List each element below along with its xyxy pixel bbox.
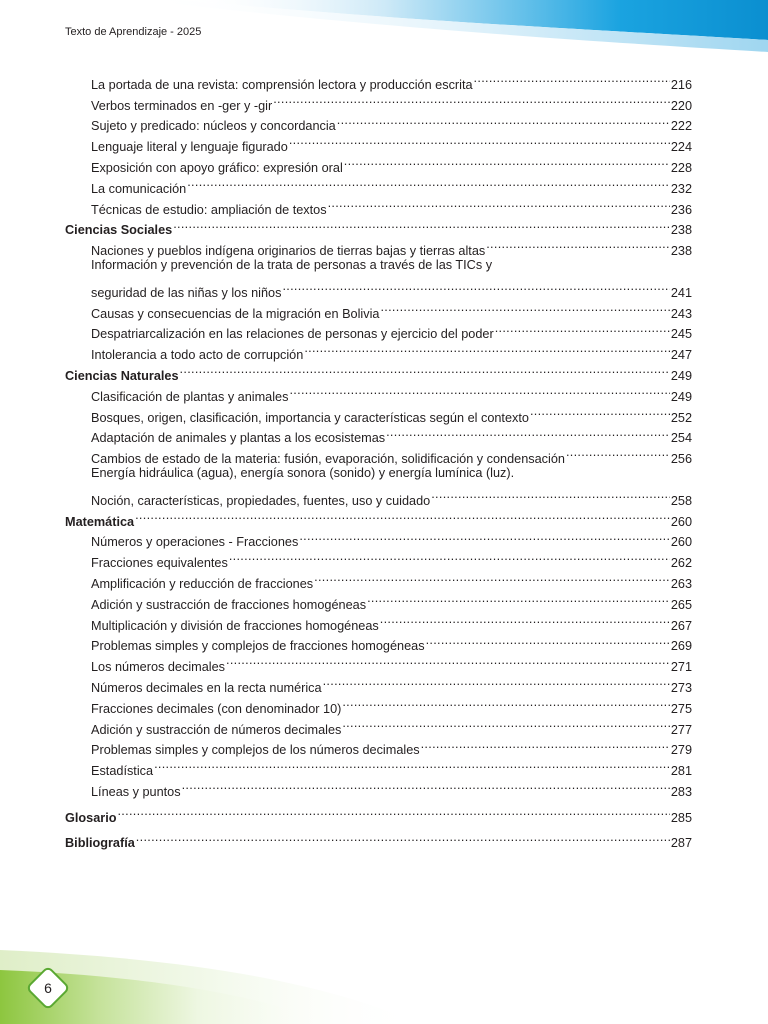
- toc-entry-title: Números decimales en la recta numérica: [91, 680, 322, 695]
- toc-entry-title: Matemática: [65, 514, 135, 529]
- toc-entry-title: Multiplicación y división de fracciones homogéneas: [91, 618, 379, 633]
- toc-entry-title: Líneas y puntos: [91, 784, 181, 799]
- toc-entry-title: Noción, características, propiedades, fuentes, uso y cuidado: [91, 493, 431, 508]
- dot-leader: [187, 172, 670, 193]
- toc-entry-title: Energía hidráulica (agua), energía sonora (sonido) y energía lumínica (luz).: [91, 466, 515, 481]
- toc-entry-page: 269: [670, 639, 692, 654]
- dot-leader: [289, 130, 670, 151]
- dot-leader: [154, 754, 670, 775]
- toc-entry-page: 258: [670, 493, 692, 508]
- toc-entry-page: 249: [670, 368, 692, 383]
- toc-entry-page: 271: [670, 660, 692, 675]
- toc-entry-page: 247: [670, 348, 692, 363]
- dot-leader: [342, 713, 669, 734]
- dot-leader: [386, 422, 670, 443]
- toc-entry: [65, 484, 692, 508]
- toc-entry-title: seguridad de las niñas y los niños: [91, 285, 282, 300]
- toc-entry-title: Causas y consecuencias de la migración en Bolivia: [91, 306, 380, 321]
- toc-entry-title: Estadística: [91, 764, 154, 779]
- dot-leader: [273, 89, 670, 110]
- dot-leader: [367, 588, 670, 609]
- toc-entry-title: Exposición con apoyo gráfico: expresión oral: [91, 160, 343, 175]
- toc-entry-title: Números y operaciones - Fracciones: [91, 535, 299, 550]
- toc-entry-title: Los números decimales: [91, 660, 225, 675]
- dot-leader: [136, 827, 670, 848]
- toc-entry-page: 285: [670, 810, 692, 825]
- toc-entry-page: 220: [670, 98, 692, 113]
- dot-leader: [380, 297, 669, 318]
- dot-leader: [474, 68, 670, 89]
- toc-entry-page: 222: [670, 119, 692, 134]
- toc-entry-title: Fracciones decimales (con denominador 10): [91, 701, 342, 716]
- toc-entry-title: Adaptación de animales y plantas a los ecosistemas: [91, 431, 386, 446]
- toc-entry: [65, 775, 692, 799]
- dot-leader: [180, 359, 670, 380]
- toc-entry: [65, 526, 692, 550]
- toc-entry-title: Verbos terminados en -ger y -gir: [91, 98, 273, 113]
- toc-entry-title: Fracciones equivalentes: [91, 556, 228, 571]
- toc-entry-page: 249: [670, 389, 692, 404]
- toc-entry: [65, 463, 692, 484]
- dot-leader: [328, 193, 670, 214]
- toc-entry: [65, 68, 692, 92]
- dot-leader: [304, 338, 670, 359]
- toc-entry-page: 256: [670, 452, 692, 467]
- toc-entry-title: La comunicación: [91, 181, 187, 196]
- dot-leader: [530, 401, 670, 422]
- toc-entry-page: 260: [670, 514, 692, 529]
- toc-entry-title: Naciones y pueblos indígena originarios de tierras bajas y tierras altas: [91, 244, 486, 259]
- toc-entry-page: 254: [670, 431, 692, 446]
- toc-entry-page: 281: [670, 764, 692, 779]
- toc-entry-title: Intolerancia a todo acto de corrupción: [91, 348, 304, 363]
- page-number: 6: [44, 980, 52, 996]
- dot-leader: [182, 775, 670, 796]
- toc-entry: [65, 754, 692, 779]
- toc-entry-title: Glosario: [65, 810, 117, 825]
- toc-entry-title: Bibliografía: [65, 836, 135, 851]
- toc-entry-page: 228: [670, 160, 692, 175]
- toc-entry-page: 275: [670, 701, 692, 716]
- dot-leader: [421, 734, 670, 755]
- toc-entry-page: 236: [670, 202, 692, 217]
- dot-leader: [566, 442, 670, 463]
- footer-decoration: [0, 940, 768, 1024]
- dot-leader: [344, 151, 670, 172]
- toc-entry-page: 279: [670, 743, 692, 758]
- dot-leader: [337, 110, 670, 131]
- toc-entry-page: 243: [670, 306, 692, 321]
- toc-entry-page: 277: [670, 722, 692, 737]
- toc-entry-page: 287: [670, 836, 692, 851]
- toc-entry-page: 265: [670, 597, 692, 612]
- toc-entry-title: Bosques, origen, clasificación, importancia y características según el contexto: [91, 410, 529, 425]
- toc-entry-page: 283: [670, 784, 692, 799]
- dot-leader: [323, 671, 670, 692]
- dot-leader: [282, 276, 669, 297]
- dot-leader: [299, 526, 670, 547]
- toc-entry-title: Información y prevención de la trata de personas a través de las TICs y: [91, 258, 493, 273]
- toc-entry-title: Lenguaje literal y lenguaje figurado: [91, 140, 288, 155]
- dot-leader: [173, 214, 670, 235]
- table-of-contents: [65, 68, 692, 851]
- dot-leader: [289, 380, 669, 401]
- toc-entry-title: Técnicas de estudio: ampliación de textos: [91, 202, 327, 217]
- toc-entry-title: Ciencias Sociales: [65, 223, 173, 238]
- toc-entry-title: Ciencias Naturales: [65, 368, 179, 383]
- dot-leader: [380, 609, 670, 630]
- dot-leader: [314, 567, 670, 588]
- toc-entry-page: 252: [670, 410, 692, 425]
- toc-entry-title: Adición y sustracción de números decimales: [91, 722, 342, 737]
- toc-entry-title: La portada de una revista: comprensión lectora y producción escrita: [91, 77, 473, 92]
- dot-leader: [135, 505, 670, 526]
- toc-entry: [65, 255, 692, 276]
- toc-entry-page: 241: [670, 285, 692, 300]
- toc-entry-title: Despatriarcalización en las relaciones de personas y ejercicio del poder: [91, 327, 494, 342]
- dot-leader: [426, 630, 670, 651]
- toc-entry-title: Cambios de estado de la materia: fusión, evaporación, solidificación y condensación: [91, 452, 565, 467]
- toc-entry-page: 216: [670, 77, 692, 92]
- dot-leader: [226, 650, 670, 671]
- header-title: Texto de Aprendizaje - 2025: [65, 26, 202, 38]
- toc-entry-page: 224: [670, 140, 692, 155]
- toc-entry-page: 260: [670, 535, 692, 550]
- toc-entry-title: Clasificación de plantas y animales: [91, 389, 289, 404]
- toc-entry-page: 245: [670, 327, 692, 342]
- toc-entry-page: 262: [670, 556, 692, 571]
- dot-leader: [117, 801, 669, 822]
- dot-leader: [486, 234, 670, 255]
- toc-entry-title: Sujeto y predicado: núcleos y concordancia: [91, 119, 336, 134]
- toc-entry-page: 263: [670, 576, 692, 591]
- toc-entry-title: Problemas simples y complejos de fracciones homogéneas: [91, 639, 425, 654]
- toc-entry-page: 273: [670, 680, 692, 695]
- dot-leader: [431, 484, 670, 505]
- toc-entry-title: Amplificación y reducción de fracciones: [91, 576, 314, 591]
- dot-leader: [495, 318, 670, 339]
- toc-entry-title: Adición y sustracción de fracciones homogéneas: [91, 597, 367, 612]
- toc-entry-page: 238: [670, 223, 692, 238]
- toc-entry-title: Problemas simples y complejos de los números decimales: [91, 743, 420, 758]
- dot-leader: [342, 692, 669, 713]
- toc-entry-page: 238: [670, 244, 692, 259]
- dot-leader: [229, 546, 670, 567]
- toc-entry: [65, 276, 692, 300]
- toc-section: [65, 801, 692, 825]
- toc-entry-page: 267: [670, 618, 692, 633]
- toc-entry-page: 232: [670, 181, 692, 196]
- toc-section: [65, 505, 692, 529]
- toc-section: [65, 827, 692, 851]
